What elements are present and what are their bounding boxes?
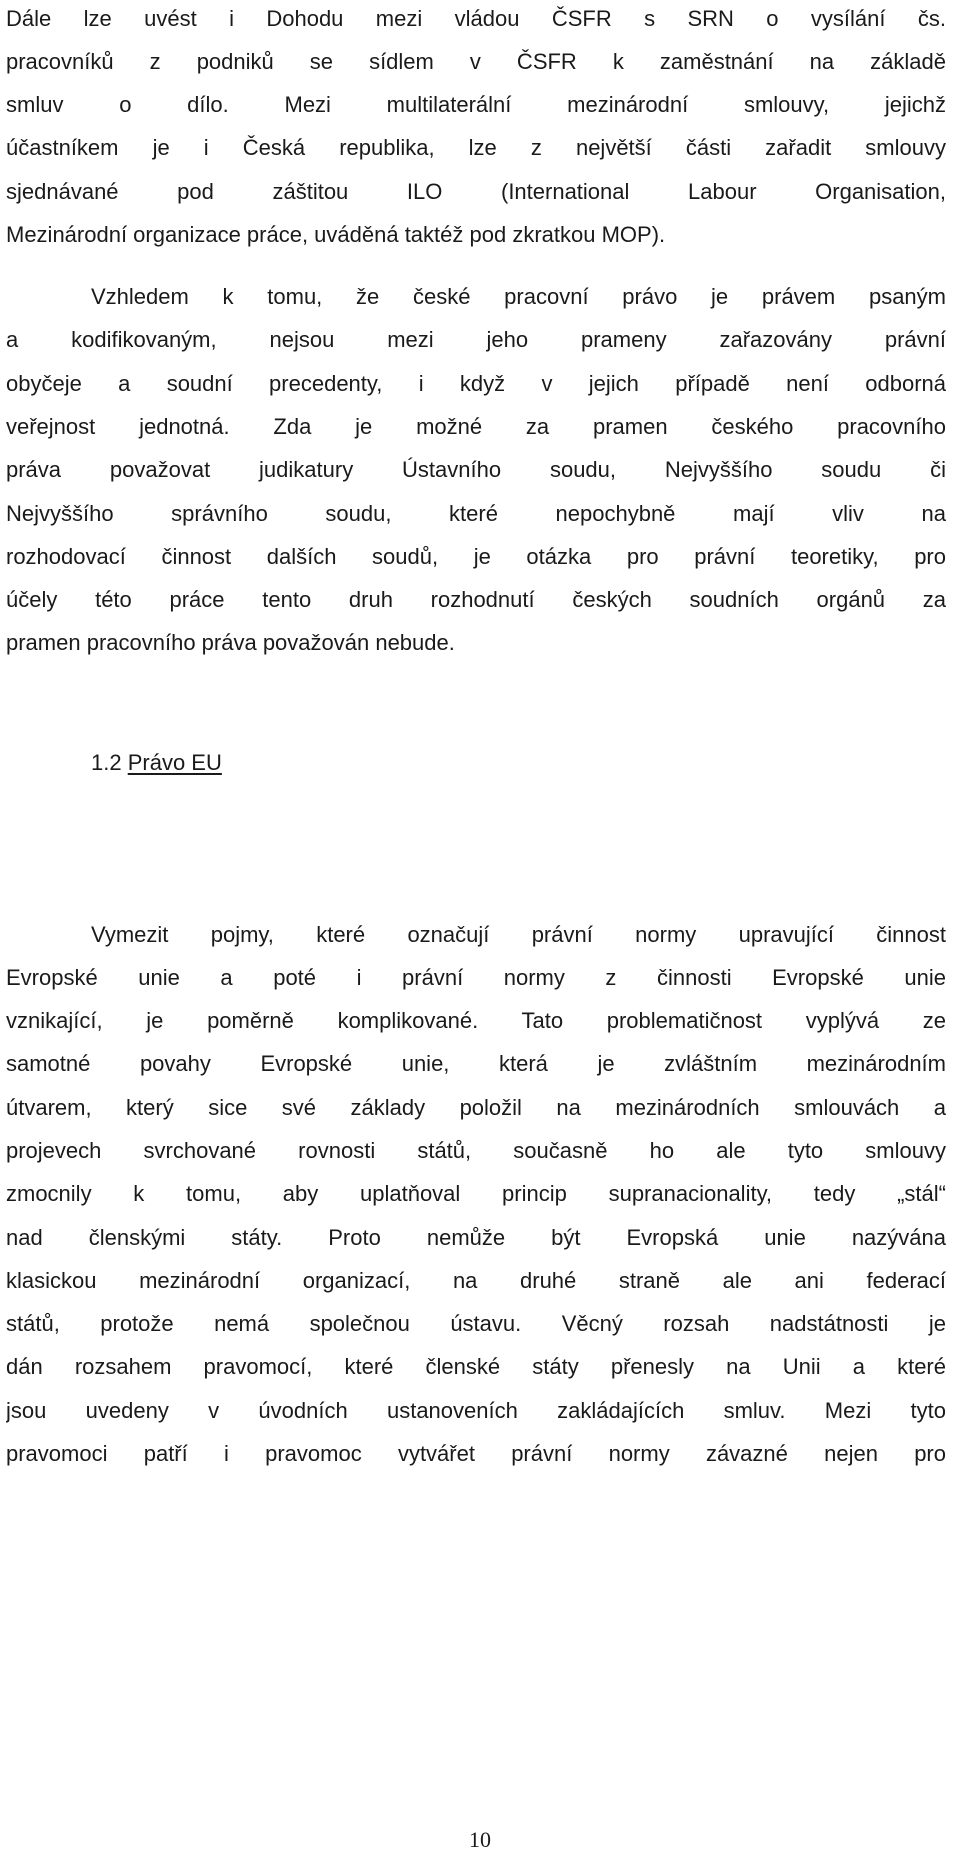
text-line: pravomoci patří i pravomoc vytvářet právní normy závazné nejen pro: [6, 1441, 946, 1466]
text-line: útvarem, který sice své základy položil na mezinárodních smlouvách a: [6, 1095, 946, 1120]
text-line: účely této práce tento druh rozhodnutí českých soudních orgánů za: [6, 587, 946, 612]
text-line: obyčeje a soudní precedenty, i když v jejich případě není odborná: [6, 371, 946, 396]
text-line: sjednávané pod záštitou ILO (International Labour Organisation,: [6, 179, 946, 204]
text-line: samotné povahy Evropské unie, která je zvláštním mezinárodním: [6, 1051, 946, 1076]
section-number: 1.2: [91, 750, 122, 775]
text-line: účastníkem je i Česká republika, lze z největší části zařadit smlouvy: [6, 135, 946, 160]
text-line: a kodifikovaným, nejsou mezi jeho prameny zařazovány právní: [6, 327, 946, 352]
text-line: smluv o dílo. Mezi multilaterální mezinárodní smlouvy, jejichž: [6, 92, 946, 117]
text-line: Evropské unie a poté i právní normy z činnosti Evropské unie: [6, 965, 946, 990]
page-number: 10: [469, 1827, 491, 1852]
text-line: pramen pracovního práva považován nebude.: [6, 630, 455, 655]
text-line: nad členskými státy. Proto nemůže být Evropská unie nazývána: [6, 1225, 946, 1250]
text-line: Vzhledem k tomu, že české pracovní právo je právem psaným: [91, 284, 946, 309]
text-line: veřejnost jednotná. Zda je možné za pramen českého pracovního: [6, 414, 946, 439]
section-heading: [91, 748, 222, 778]
text-line: práva považovat judikatury Ústavního soudu, Nejvyššího soudu či: [6, 457, 946, 482]
text-line: dán rozsahem pravomocí, které členské státy přenesly na Unii a které: [6, 1354, 946, 1379]
text-line: rozhodovací činnost dalších soudů, je otázka pro právní teoretiky, pro: [6, 544, 946, 569]
text-line: Mezinárodní organizace práce, uváděná taktéž pod zkratkou MOP).: [6, 222, 666, 247]
text-line: zmocnily k tomu, aby uplatňoval princip supranacionality, tedy „stál“: [6, 1181, 946, 1206]
text-line: států, protože nemá společnou ústavu. Věcný rozsah nadstátnosti je: [6, 1311, 946, 1336]
text-line: pracovníků z podniků se sídlem v ČSFR k zaměstnání na základě: [6, 49, 946, 74]
text-line: vznikající, je poměrně komplikované. Tato problematičnost vyplývá ze: [6, 1008, 946, 1033]
text-line: Vymezit pojmy, které označují právní normy upravující činnost: [91, 922, 946, 947]
text-line: klasickou mezinárodní organizací, na druhé straně ale ani federací: [6, 1268, 946, 1293]
text-line: Nejvyššího správního soudu, které nepochybně mají vliv na: [6, 501, 946, 526]
text-line: jsou uvedeny v úvodních ustanoveních zakládajících smluv. Mezi tyto: [6, 1398, 946, 1423]
text-line: Dále lze uvést i Dohodu mezi vládou ČSFR s SRN o vysílání čs.: [6, 6, 946, 31]
section-title: Právo EU: [127, 750, 222, 775]
text-line: projevech svrchované rovnosti států, současně ho ale tyto smlouvy: [6, 1138, 946, 1163]
